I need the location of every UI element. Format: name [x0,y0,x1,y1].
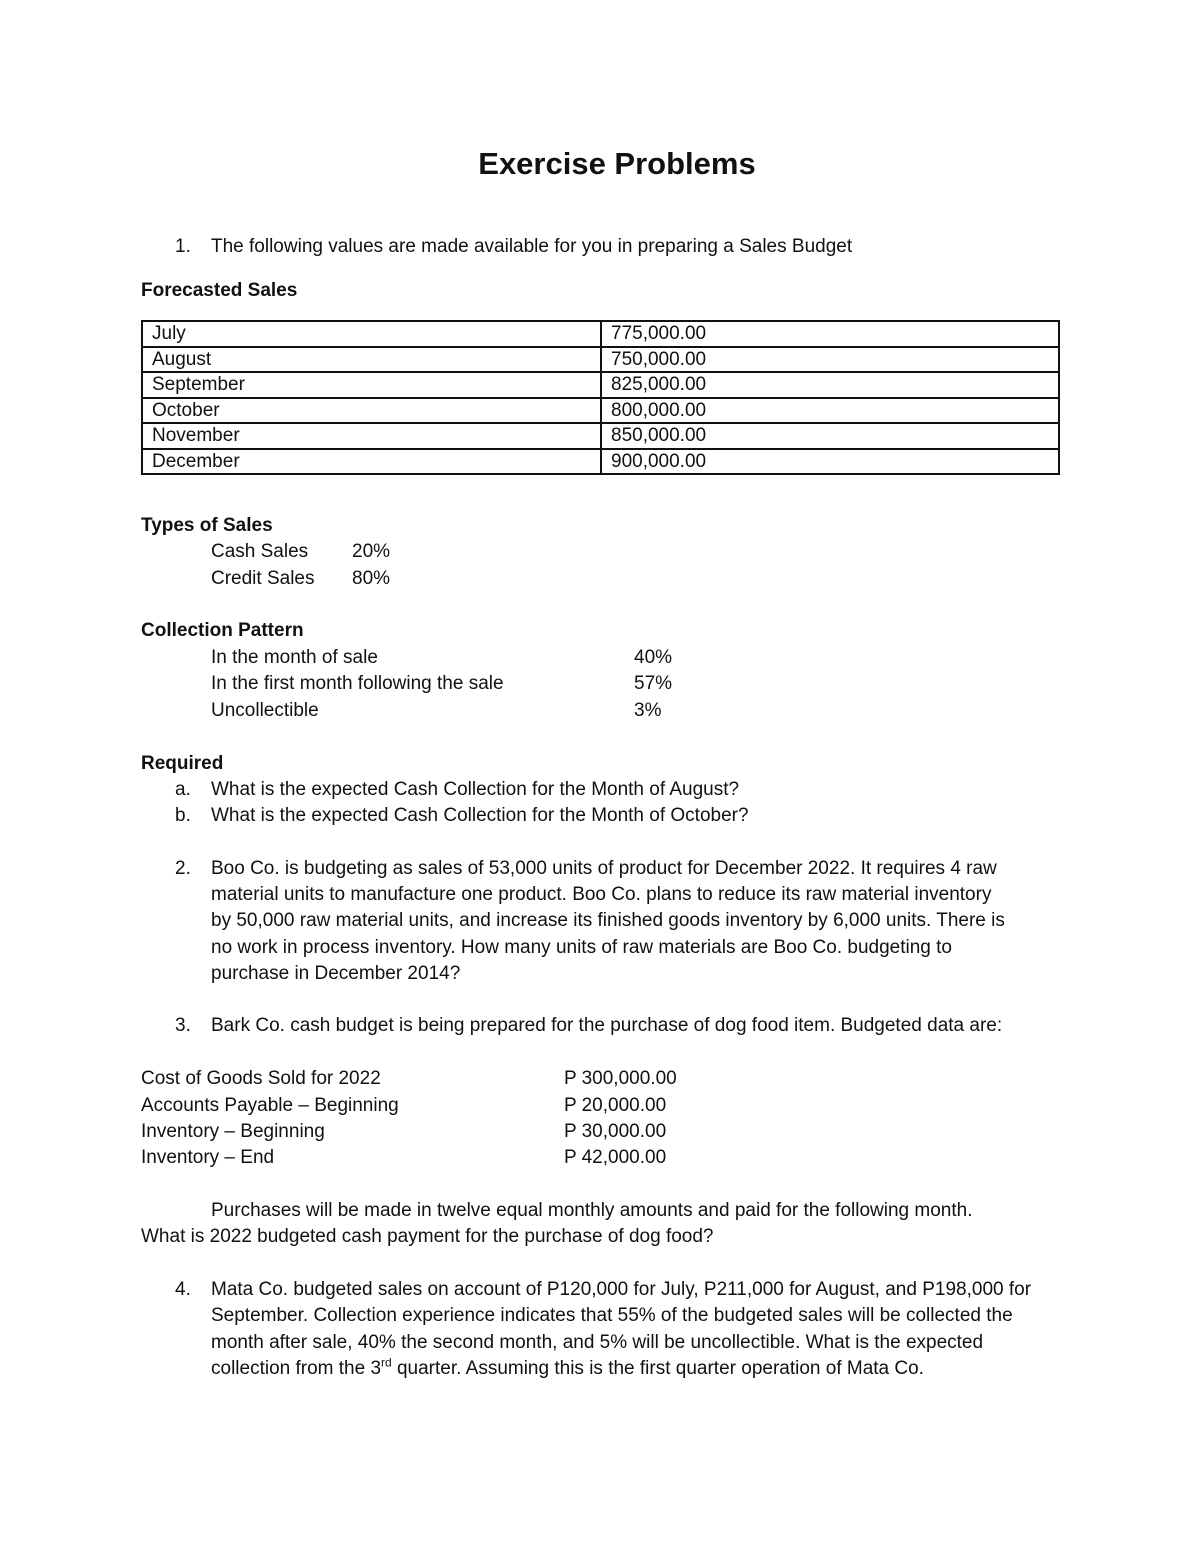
problem-3-text-line: Purchases will be made in twelve equal monthly amounts and paid for the following month. [211,1200,973,1221]
problem-2-line: no work in process inventory. How many units of raw materials are Boo Co. budgeting to [211,937,952,958]
problem-2-number: 2. [175,858,191,879]
forecast-row [142,423,1059,449]
forecast-month-cell: August [142,347,601,373]
forecast-amount-cell: 850,000.00 [601,423,1059,449]
cash-sales-label: Cash Sales [211,541,309,562]
types-of-sales-heading: Types of Sales [141,515,273,536]
ordinal-suffix: rd [381,1355,392,1370]
forecast-amount-cell: 825,000.00 [601,372,1059,398]
forecasted-sales-heading: Forecasted Sales [141,280,298,301]
problem-2-line: by 50,000 raw material units, and increase its finished goods inventory by 6,000 units. There is [211,910,1005,931]
collection-following-month-value: 57% [634,673,673,694]
problem-1-intro: The following values are made available for you in preparing a Sales Budget [211,236,853,257]
inventory-beginning-label: Inventory – Beginning [141,1121,325,1142]
collection-month-of-sale-label: In the month of sale [211,647,378,668]
inventory-end-value: P 42,000.00 [564,1147,667,1168]
forecast-month-cell: December [142,449,601,475]
forecast-amount-cell: 750,000.00 [601,347,1059,373]
required-a-letter: a. [175,779,191,800]
required-a-text: What is the expected Cash Collection for the Month of August? [211,779,740,800]
problem-4-number: 4. [175,1279,191,1300]
forecast-row [142,398,1059,424]
collection-pattern-heading: Collection Pattern [141,620,304,641]
problem-4-line: Mata Co. budgeted sales on account of P120,000 for July, P211,000 for August, and P198,000 for [211,1279,1032,1300]
credit-sales-value: 80% [352,568,391,589]
forecast-row [142,347,1059,373]
accounts-payable-value: P 20,000.00 [564,1095,667,1116]
accounts-payable-label: Accounts Payable – Beginning [141,1095,399,1116]
forecast-month-cell: September [142,372,601,398]
problem-3-number: 3. [175,1015,191,1036]
problem-3-text-line: What is 2022 budgeted cash payment for the purchase of dog food? [141,1226,714,1247]
required-heading: Required [141,753,224,774]
cogs-label: Cost of Goods Sold for 2022 [141,1068,381,1089]
collection-following-month-label: In the first month following the sale [211,673,504,694]
required-b-text: What is the expected Cash Collection for the Month of October? [211,805,749,826]
problem-4-last-line-end: quarter. Assuming this is the first quarter operation of Mata Co. [391,1358,924,1379]
credit-sales-label: Credit Sales [211,568,315,589]
problem-2-line: material units to manufacture one product. Boo Co. plans to reduce its raw material inventory [211,884,992,905]
forecast-month-cell: October [142,398,601,424]
inventory-end-label: Inventory – End [141,1147,275,1168]
forecast-row [142,321,1059,347]
forecast-row [142,372,1059,398]
problem-3-intro: Bark Co. cash budget is being prepared for the purchase of dog food item. Budgeted data are: [211,1015,1003,1036]
required-b-letter: b. [175,805,191,826]
forecast-amount-cell: 800,000.00 [601,398,1059,424]
forecasted-sales-table [141,320,1060,475]
problem-2-line: Boo Co. is budgeting as sales of 53,000 units of product for December 2022. It requires 4 raw [211,858,997,879]
problem-4-line: September. Collection experience indicates that 55% of the budgeted sales will be collected the [211,1305,1013,1326]
collection-uncollectible-value: 3% [634,700,662,721]
inventory-beginning-value: P 30,000.00 [564,1121,667,1142]
problem-4-last-line-start: collection from the 3 [211,1358,382,1379]
forecast-amount-cell: 775,000.00 [601,321,1059,347]
cash-sales-value: 20% [352,541,391,562]
forecast-month-cell: July [142,321,601,347]
problem-2-line: purchase in December 2014? [211,963,461,984]
problem-4-last-line [211,1355,924,1379]
collection-month-of-sale-value: 40% [634,647,673,668]
problem-4-line: month after sale, 40% the second month, and 5% will be uncollectible. What is the expected [211,1332,984,1353]
forecast-amount-cell: 900,000.00 [601,449,1059,475]
forecast-month-cell: November [142,423,601,449]
problem-1-number: 1. [175,236,191,257]
forecast-row [142,449,1059,475]
cogs-value: P 300,000.00 [564,1068,677,1089]
page-title: Exercise Problems [478,146,756,181]
collection-uncollectible-label: Uncollectible [211,700,319,721]
